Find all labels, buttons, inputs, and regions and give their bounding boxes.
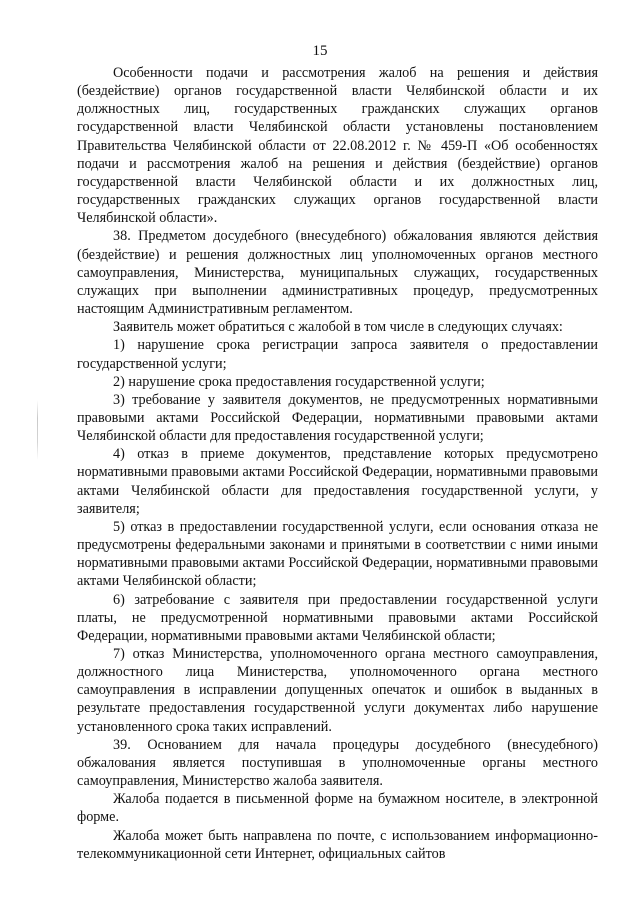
list-item-3: 3) требование у заявителя документов, не предусмотренных нормативными правовыми актами Российской Федерации, нормативными правовыми актами Челябинской области для предоставления государственной услуги; — [77, 391, 598, 445]
page-number: 15 — [312, 43, 328, 59]
paragraph-complaint-delivery: Жалоба может быть направлена по почте, с использованием информационно-телекоммуникационной сети Интернет, официальных сайтов — [77, 827, 598, 862]
list-item-5: 5) отказ в предоставлении государственной услуги, если основания отказа не предусмотрены федеральными законами и принятыми в соответствии с ними иными нормативными правовыми актами Российской Федерации, нормативными правовыми актами Челябинской области; — [77, 518, 598, 590]
list-item-7: 7) отказ Министерства, уполномоченного органа местного самоуправления, должностного лица Министерства, уполномоченного органа местного самоуправления в исправлении допущенных опечаток и ошибок в выданных в результате предоставления государственной услуги документах либо нарушение установленного срока таких исправлений. — [77, 646, 598, 735]
paragraph-38-subject-of-appeal: 38. Предметом досудебного (внесудебного) обжалования являются действия (бездействие) и решения должностных лиц уполномоченных органов местного самоуправления, Министерства, муниципальных служащих, государственных служащих при выполнении административных процедур, предусмотренных настоящим Административным регламентом. — [77, 228, 598, 318]
document-body — [77, 64, 598, 863]
list-item-2: 2) нарушение срока предоставления государственной услуги; — [113, 373, 485, 390]
list-item-6: 6) затребование с заявителя при предоставлении государственной услуги платы, не предусмотренной нормативными правовыми актами Российской Федерации, нормативными правовыми актами Челябинской области; — [77, 591, 598, 644]
paragraph-39-grounds: 39. Основанием для начала процедуры досудебного (внесудебного) обжалования является поступившая в уполномоченные органы местного самоуправления, Министерство жалоба заявителя. — [77, 736, 598, 790]
paragraph-applicant-cases-intro: Заявитель может обратиться с жалобой в том числе в следующих случаях: — [113, 319, 563, 336]
list-item-4: 4) отказ в приеме документов, представление которых предусмотрено нормативными правовыми актами Российской Федерации, нормативными правовыми актами Челябинской области для предоставления государственной услуги, у заявителя; — [77, 446, 598, 517]
paragraph-complaint-form: Жалоба подается в письменной форме на бумажном носителе, в электронной форме. — [77, 791, 598, 826]
scan-edge-mark — [37, 400, 38, 460]
paragraph-complaint-features: Особенности подачи и рассмотрения жалоб на решения и действия (бездействие) органов государственной власти Челябинской области и их должностных лиц, государственных гражданских служащих органов государственной власти Челябинской области установлены постановлением Правительства Челябинской области от 22.08.2012 г. № 459-П «Об особенностях подачи и рассмотрения жалоб на решения и действия (бездействие) органов государственной власти Челябинской области и их должностных лиц, государственных гражданских служащих органов государственной власти Челябинской области». — [77, 65, 598, 227]
list-item-1: 1) нарушение срока регистрации запроса заявителя о предоставлении государственной услуги; — [77, 337, 598, 372]
